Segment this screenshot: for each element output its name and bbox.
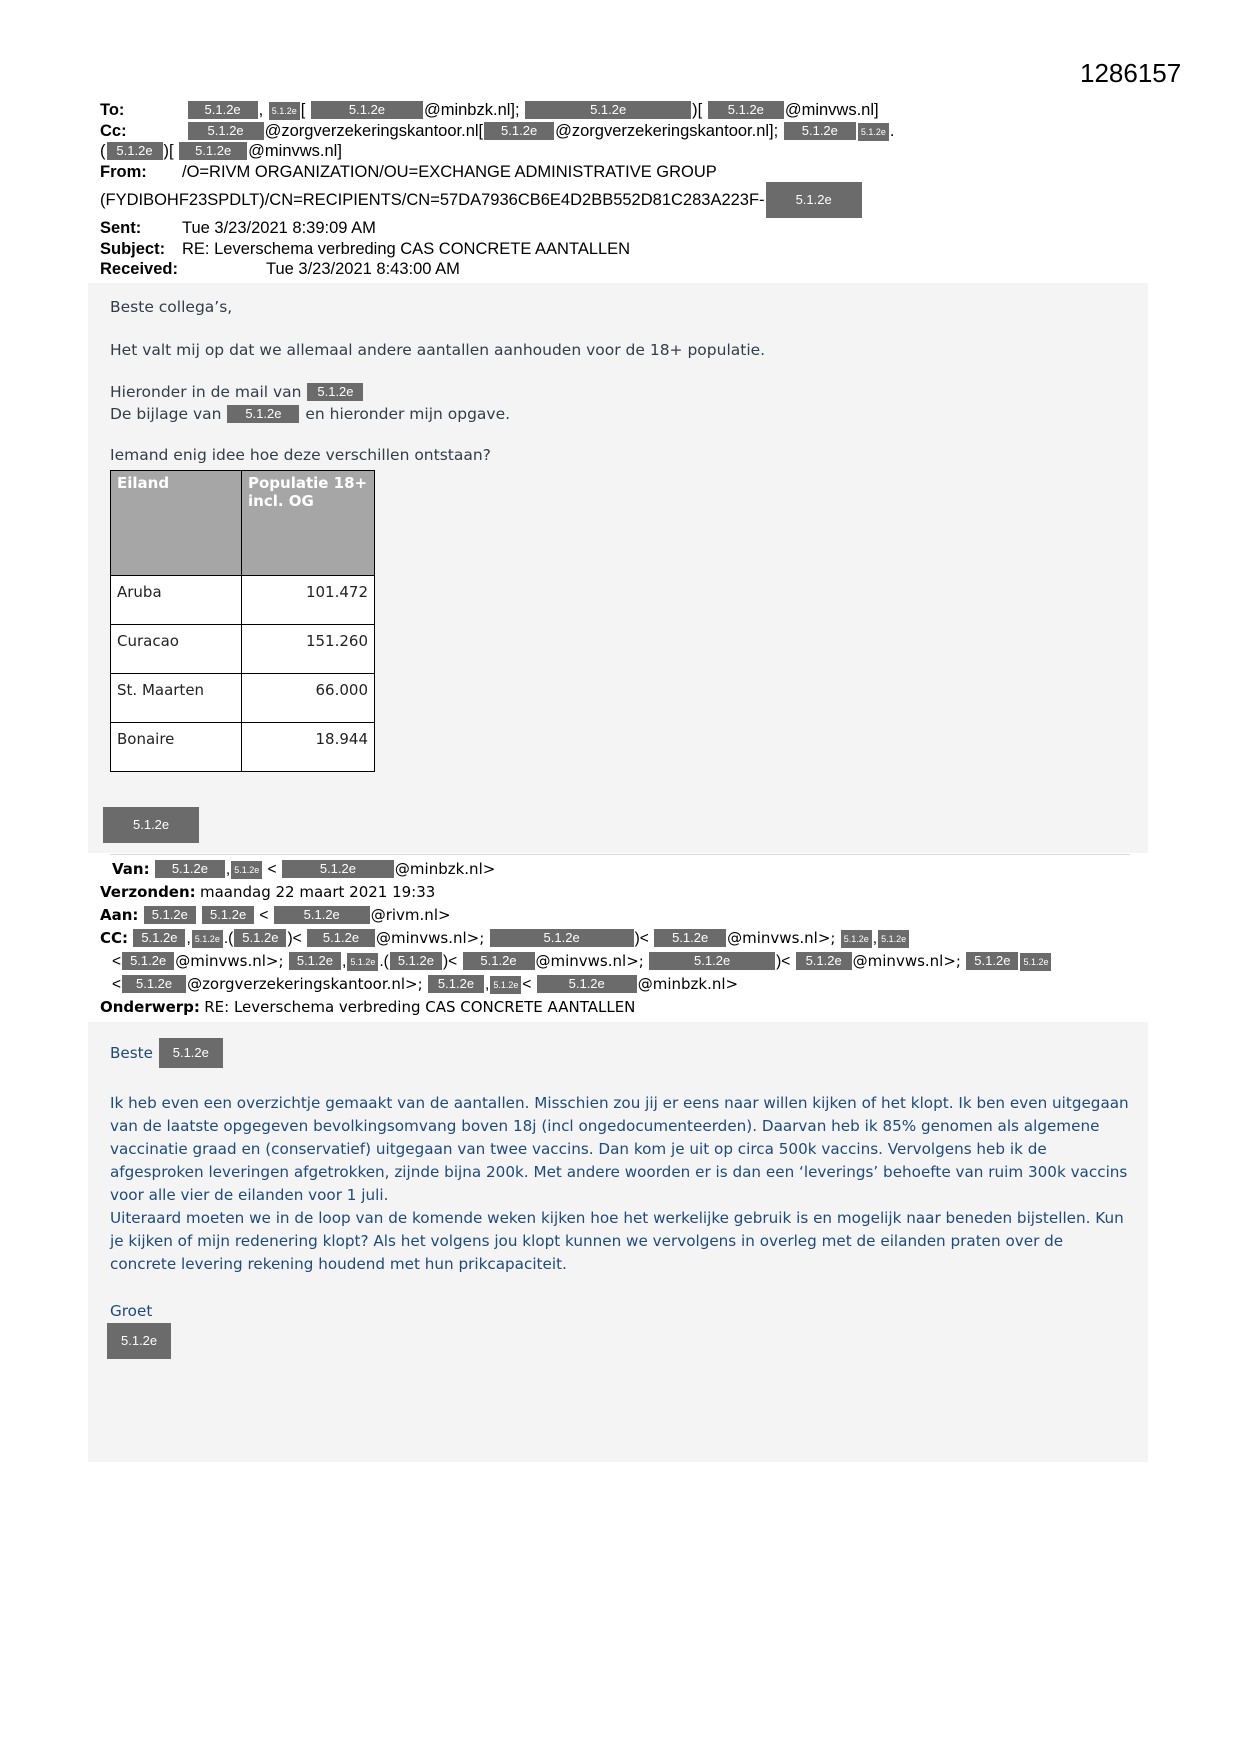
verzonden-label: Verzonden: xyxy=(100,883,196,901)
redaction: 5.1.2e xyxy=(188,101,258,119)
redaction: 5.1.2e xyxy=(159,1038,223,1068)
cc-domain: @minbzk.nl> xyxy=(637,975,739,993)
redaction: 5.1.2e xyxy=(649,952,775,970)
redaction: 5.1.2e xyxy=(289,952,341,970)
redaction: 5.1.2e xyxy=(784,122,856,140)
redaction: 5.1.2e xyxy=(966,952,1018,970)
cc-domain: @minvws.nl>; xyxy=(852,952,961,970)
redaction: 5.1.2e xyxy=(841,930,872,948)
cc-domain: @minvws.nl>; xyxy=(727,929,836,947)
paragraph: Het valt mij op dat we allemaal andere aantallen aanhouden voor de 18+ populatie. xyxy=(110,341,766,359)
received-row xyxy=(100,259,1140,280)
received-value: Tue 3/23/2021 8:43:00 AM xyxy=(266,260,460,278)
cc-domain: @zorgverzekeringskantoor.nl]; xyxy=(555,121,779,140)
paragraph: Uiteraard moeten we in de loop van de komende weken kijken hoe het werkelijke gebruik is en mogelijk naar beneden bijstellen. Kun je kijken of mijn redenering klopt? Als het volgens jou klopt kunnen we vervolgens in overleg met de eilanden praten over de concrete levering rekening houdend met hun prikcapaciteit. xyxy=(110,1209,1124,1273)
redaction: 5.1.2e xyxy=(144,906,196,924)
line-text: en hieronder mijn opgave. xyxy=(305,405,511,423)
van-row: Van: 5.1.2e , 5.1.2e < 5.1.2e @minbzk.nl> xyxy=(112,860,496,878)
aan-row: Aan: 5.1.2e 5.1.2e < 5.1.2e @rivm.nl> xyxy=(100,906,451,924)
paragraph: Ik heb even een overzichtje gemaakt van de aantallen. Misschien zou jij er eens naar willen kijken of het klopt. Ik ben even uitgegaan van de laatste opgegeven bevolkingsomvang boven 18j (incl ongedocumenteerden). Daarvan heb ik 85% genomen als algemene vaccinatie graad en (conservatief) uitgegaan van twee vaccins. Dan kom je uit op circa 500k vaccins. Vervolgens heb ik de afgesproken leveringen afgetrokken, zijnde bijna 200k. Met andere woorden er is dan een ‘leverings’ behoefte van ruim 300k vaccins voor alle vier de eilanden voor 1 juli. xyxy=(110,1094,1129,1204)
island-cell: Bonaire xyxy=(111,723,242,772)
greeting-text: Beste xyxy=(110,1044,153,1062)
redaction: 5.1.2e xyxy=(347,953,378,971)
signature xyxy=(102,807,200,843)
redaction: 5.1.2e xyxy=(390,952,442,970)
aan-domain: @rivm.nl> xyxy=(370,906,451,924)
redaction: 5.1.2e xyxy=(796,952,852,970)
redaction: 5.1.2e xyxy=(227,405,299,423)
redaction: 5.1.2e xyxy=(490,976,521,994)
email-header xyxy=(100,100,1140,300)
sent-label: Sent: xyxy=(100,219,142,237)
redaction: 5.1.2e xyxy=(188,122,264,140)
cc-domain: @zorgverzekeringskantoor.nl[ xyxy=(264,121,484,140)
cc-row-cont: < 5.1.2e @minvws.nl>; 5.1.2e , 5.1.2e .( 5.1.2e )< 5.1.2e @minvws.nl>; 5.1.2e )< 5.1.2e @minvws.nl>; 5.1.2e 5.1.2e xyxy=(100,950,1150,973)
cc-row: CC: 5.1.2e , 5.1.2e .( 5.1.2e )< 5.1.2e @minvws.nl>; 5.1.2e )< 5.1.2e @minvws.nl>; 5.1.2e , 5.1.2e xyxy=(100,927,1150,950)
line-text: Hieronder in de mail van xyxy=(110,383,302,401)
redaction: 5.1.2e xyxy=(766,182,862,218)
cc-domain: @minvws.nl>; xyxy=(175,952,284,970)
cc-label: CC: xyxy=(100,929,129,947)
redaction: 5.1.2e xyxy=(708,101,784,119)
verzonden-value: maandag 22 maart 2021 19:33 xyxy=(199,883,436,901)
island-cell: Curacao xyxy=(111,625,242,674)
redaction: 5.1.2e xyxy=(282,860,394,878)
cc-row-cont: ( 5.1.2e )[ 5.1.2e @minvws.nl] xyxy=(100,142,342,160)
line-text: De bijlage van xyxy=(110,405,222,423)
redaction: 5.1.2e xyxy=(234,929,286,947)
to-domain: @minbzk.nl]; xyxy=(423,101,520,119)
redaction: 5.1.2e xyxy=(307,383,363,401)
sent-value: Tue 3/23/2021 8:39:09 AM xyxy=(182,219,376,237)
cc-domain: @zorgverzekeringskantoor.nl>; xyxy=(187,975,423,993)
redaction: 5.1.2e xyxy=(155,860,225,878)
onderwerp-label: Onderwerp: xyxy=(100,998,200,1016)
greeting xyxy=(110,1038,1130,1068)
redaction: 5.1.2e xyxy=(1020,953,1051,971)
population-cell: 151.260 xyxy=(242,625,375,674)
population-cell: 101.472 xyxy=(242,576,375,625)
from-label: From: xyxy=(100,162,147,181)
to-label: To: xyxy=(100,101,125,119)
redaction: 5.1.2e xyxy=(122,952,174,970)
island-cell: Aruba xyxy=(111,576,242,625)
redaction: 5.1.2e xyxy=(202,906,254,924)
onderwerp-row xyxy=(100,996,1150,1019)
redaction: 5.1.2e xyxy=(463,952,535,970)
column-header-population: Populatie 18+ incl. OG xyxy=(242,471,375,576)
paragraph: Iemand enig idee hoe deze verschillen ontstaan? xyxy=(110,446,491,464)
to-row: To: 5.1.2e , 5.1.2e [ 5.1.2e @minbzk.nl]; 5.1.2e )[ 5.1.2e @minvws.nl] xyxy=(100,101,879,119)
redaction: 5.1.2e xyxy=(269,102,300,120)
from-row xyxy=(100,162,1140,183)
cc-row-cont: < 5.1.2e @zorgverzekeringskantoor.nl>; 5.1.2e , 5.1.2e < 5.1.2e @minbzk.nl> xyxy=(112,975,739,993)
subject-value: RE: Leverschema verbreding CAS CONCRETE AANTALLEN xyxy=(182,239,631,258)
from-value: (FYDIBOHF23SPDLT)/CN=RECIPIENTS/CN=57DA7936CB6E4D2BB552D81C283A223F- xyxy=(100,191,765,209)
received-label: Received: xyxy=(100,260,178,278)
redaction: 5.1.2e xyxy=(311,101,423,119)
sent-row xyxy=(100,218,1140,239)
quoted-email-header xyxy=(100,858,1150,1019)
redaction: 5.1.2e xyxy=(490,929,634,947)
redaction: 5.1.2e xyxy=(103,807,199,843)
redaction: 5.1.2e xyxy=(179,142,247,160)
signature xyxy=(106,1323,172,1359)
island-cell: St. Maarten xyxy=(111,674,242,723)
column-header-island: Eiland xyxy=(111,471,242,576)
from-row-cont xyxy=(100,182,1140,218)
redaction: 5.1.2e xyxy=(484,122,554,140)
redaction: 5.1.2e xyxy=(878,930,909,948)
table-row xyxy=(111,723,375,772)
van-domain: @minbzk.nl> xyxy=(394,860,496,878)
redaction: 5.1.2e xyxy=(654,929,726,947)
table-row xyxy=(111,674,375,723)
population-table xyxy=(110,470,375,772)
table-row xyxy=(111,576,375,625)
table-header-row xyxy=(111,471,375,576)
paragraph xyxy=(110,405,510,423)
population-cell: 66.000 xyxy=(242,674,375,723)
redaction: 5.1.2e xyxy=(274,906,370,924)
verzonden-row xyxy=(100,881,1150,904)
redaction: 5.1.2e xyxy=(192,930,223,948)
redaction: 5.1.2e xyxy=(122,975,186,993)
cc-domain: @minvws.nl] xyxy=(248,142,342,160)
cc-label: Cc: xyxy=(100,121,127,140)
redaction: 5.1.2e xyxy=(107,1323,171,1359)
redaction: 5.1.2e xyxy=(537,975,637,993)
aan-label: Aan: xyxy=(100,906,139,924)
to-domain: @minvws.nl] xyxy=(784,101,879,119)
paragraph xyxy=(110,383,364,401)
redaction: 5.1.2e xyxy=(133,929,185,947)
redaction: 5.1.2e xyxy=(231,861,262,879)
divider xyxy=(110,854,1130,855)
cc-domain: @minvws.nl>; xyxy=(535,952,644,970)
van-label: Van: xyxy=(112,860,150,878)
subject-label: Subject: xyxy=(100,239,166,258)
redaction: 5.1.2e xyxy=(107,142,163,160)
from-value: /O=RIVM ORGANIZATION/OU=EXCHANGE ADMINISTRATIVE GROUP xyxy=(182,162,717,181)
closing: Groet xyxy=(110,1302,153,1320)
redaction: 5.1.2e xyxy=(307,929,375,947)
subject-row xyxy=(100,239,1140,260)
redaction: 5.1.2e xyxy=(525,101,691,119)
onderwerp-value: RE: Leverschema verbreding CAS CONCRETE AANTALLEN xyxy=(204,998,636,1016)
cc-row: Cc: 5.1.2e @zorgverzekeringskantoor.nl[ 5.1.2e @zorgverzekeringskantoor.nl]; 5.1.2e 5.1.2e . xyxy=(100,121,895,140)
redaction: 5.1.2e xyxy=(428,975,484,993)
cc-domain: @minvws.nl>; xyxy=(375,929,485,947)
greeting: Beste collega’s, xyxy=(110,298,233,316)
table-row xyxy=(111,625,375,674)
population-cell: 18.944 xyxy=(242,723,375,772)
redaction: 5.1.2e xyxy=(858,123,889,141)
document-number: 1286157 xyxy=(1080,58,1182,88)
